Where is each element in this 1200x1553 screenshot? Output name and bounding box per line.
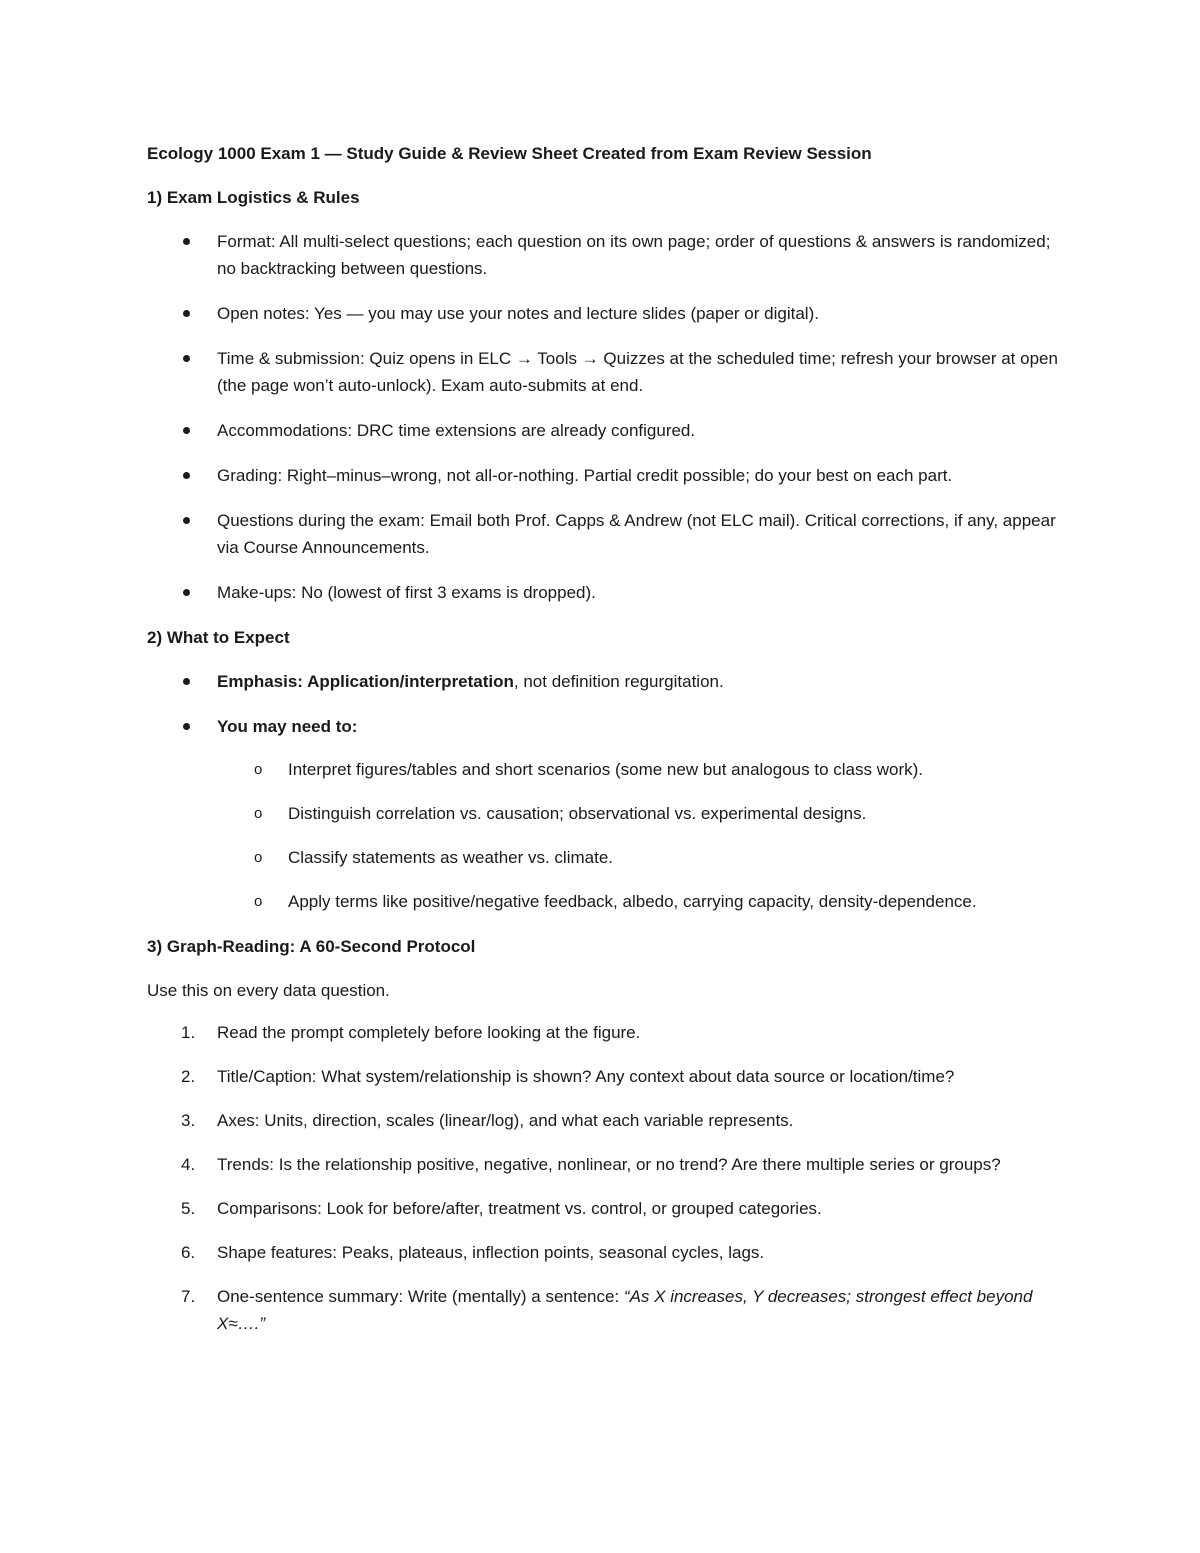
logistics-list [147, 228, 1067, 606]
step-text: One-sentence summary: Write (mentally) a sentence: [217, 1287, 624, 1306]
bullet-icon [183, 723, 190, 730]
bullet-icon [183, 427, 190, 434]
sub-list-item-text: Interpret figures/tables and short scenarios (some new but analogous to class work). [288, 760, 923, 779]
document-title: Ecology 1000 Exam 1 — Study Guide & Review Sheet Created from Exam Review Session [147, 144, 872, 163]
step-text: Shape features: Peaks, plateaus, inflection points, seasonal cycles, lags. [217, 1243, 765, 1262]
bullet-icon [183, 310, 190, 317]
sub-list-item-text: Distinguish correlation vs. causation; observational vs. experimental designs. [288, 804, 867, 823]
list-item-text: Grading: Right–minus–wrong, not all-or-nothing. Partial credit possible; do your best on each part. [217, 466, 953, 485]
list-item [147, 507, 1067, 561]
section-1-heading: 1) Exam Logistics & Rules [147, 188, 360, 207]
step-number: 4. [181, 1155, 196, 1174]
sub-bullet-icon: o [254, 893, 263, 910]
list-item-text: Make-ups: No (lowest of first 3 exams is dropped). [217, 583, 596, 602]
step-number: 7. [181, 1287, 196, 1306]
list-item [147, 579, 1067, 606]
emphasis-label: Emphasis: Application/interpretation [217, 672, 514, 691]
list-item [147, 345, 1067, 399]
step-text: Axes: Units, direction, scales (linear/log), and what each variable represents. [217, 1111, 794, 1130]
list-item [147, 462, 1067, 489]
step-item [147, 1283, 1067, 1337]
bullet-icon [183, 355, 190, 362]
list-item-text: Time & submission: Quiz opens in ELC → Tools → Quizzes at the scheduled time; refresh your browser at open (the page won’t auto-unlock). Exam auto-submits at end. [217, 349, 1058, 395]
sub-bullet-icon: o [254, 761, 263, 778]
step-number: 1. [181, 1023, 196, 1042]
list-item-text: Questions during the exam: Email both Prof. Capps & Andrew (not ELC mail). Critical corrections, if any, appear via Course Announcements. [217, 511, 1056, 557]
step-item [147, 1239, 1067, 1266]
list-item-text: Accommodations: DRC time extensions are already configured. [217, 421, 696, 440]
sub-list-item [217, 756, 1067, 783]
step-number: 5. [181, 1199, 196, 1218]
step-quote: “As X increases, Y decreases; strongest effect beyond X≈….” [217, 1287, 1033, 1333]
step-text: Comparisons: Look for before/after, treatment vs. control, or grouped categories. [217, 1199, 822, 1218]
list-item [147, 228, 1067, 282]
step-text: Title/Caption: What system/relationship is shown? Any context about data source or location/time? [217, 1067, 955, 1086]
sub-bullet-icon: o [254, 805, 263, 822]
step-text: Trends: Is the relationship positive, negative, nonlinear, or no trend? Are there multiple series or groups? [217, 1155, 1001, 1174]
step-number: 2. [181, 1067, 196, 1086]
document-page [147, 140, 1067, 1354]
sub-list-item [217, 888, 1067, 915]
bullet-icon [183, 238, 190, 245]
list-item [147, 417, 1067, 444]
list-item [147, 713, 1067, 915]
list-item-text: Open notes: Yes — you may use your notes and lecture slides (paper or digital). [217, 304, 819, 323]
step-item [147, 1063, 1067, 1090]
bullet-icon [183, 472, 190, 479]
sub-list-item [217, 844, 1067, 871]
protocol-steps [147, 1019, 1067, 1337]
bullet-icon [183, 517, 190, 524]
step-item [147, 1195, 1067, 1222]
bullet-icon [183, 589, 190, 596]
may-need-label: You may need to: [217, 717, 358, 736]
list-item-text: Format: All multi-select questions; each question on its own page; order of questions & answers is randomized; no backtracking between questions. [217, 232, 1051, 278]
list-item [147, 300, 1067, 327]
step-number: 6. [181, 1243, 196, 1262]
step-item [147, 1019, 1067, 1046]
step-text: Read the prompt completely before looking at the figure. [217, 1023, 641, 1042]
sub-list-item-text: Apply terms like positive/negative feedback, albedo, carrying capacity, density-dependence. [288, 892, 977, 911]
step-item [147, 1107, 1067, 1134]
section-3-intro: Use this on every data question. [147, 981, 390, 1000]
section-2-heading: 2) What to Expect [147, 628, 290, 647]
section-3-heading: 3) Graph-Reading: A 60-Second Protocol [147, 937, 476, 956]
sub-bullet-icon: o [254, 849, 263, 866]
expect-list [147, 668, 1067, 915]
emphasis-text: , not definition regurgitation. [513, 672, 724, 691]
sub-list-item-text: Classify statements as weather vs. climate. [288, 848, 614, 867]
bullet-icon [183, 678, 190, 685]
sub-list-item [217, 800, 1067, 827]
step-item [147, 1151, 1067, 1178]
step-number: 3. [181, 1111, 196, 1130]
list-item [147, 668, 1067, 695]
sub-list [217, 756, 1067, 915]
